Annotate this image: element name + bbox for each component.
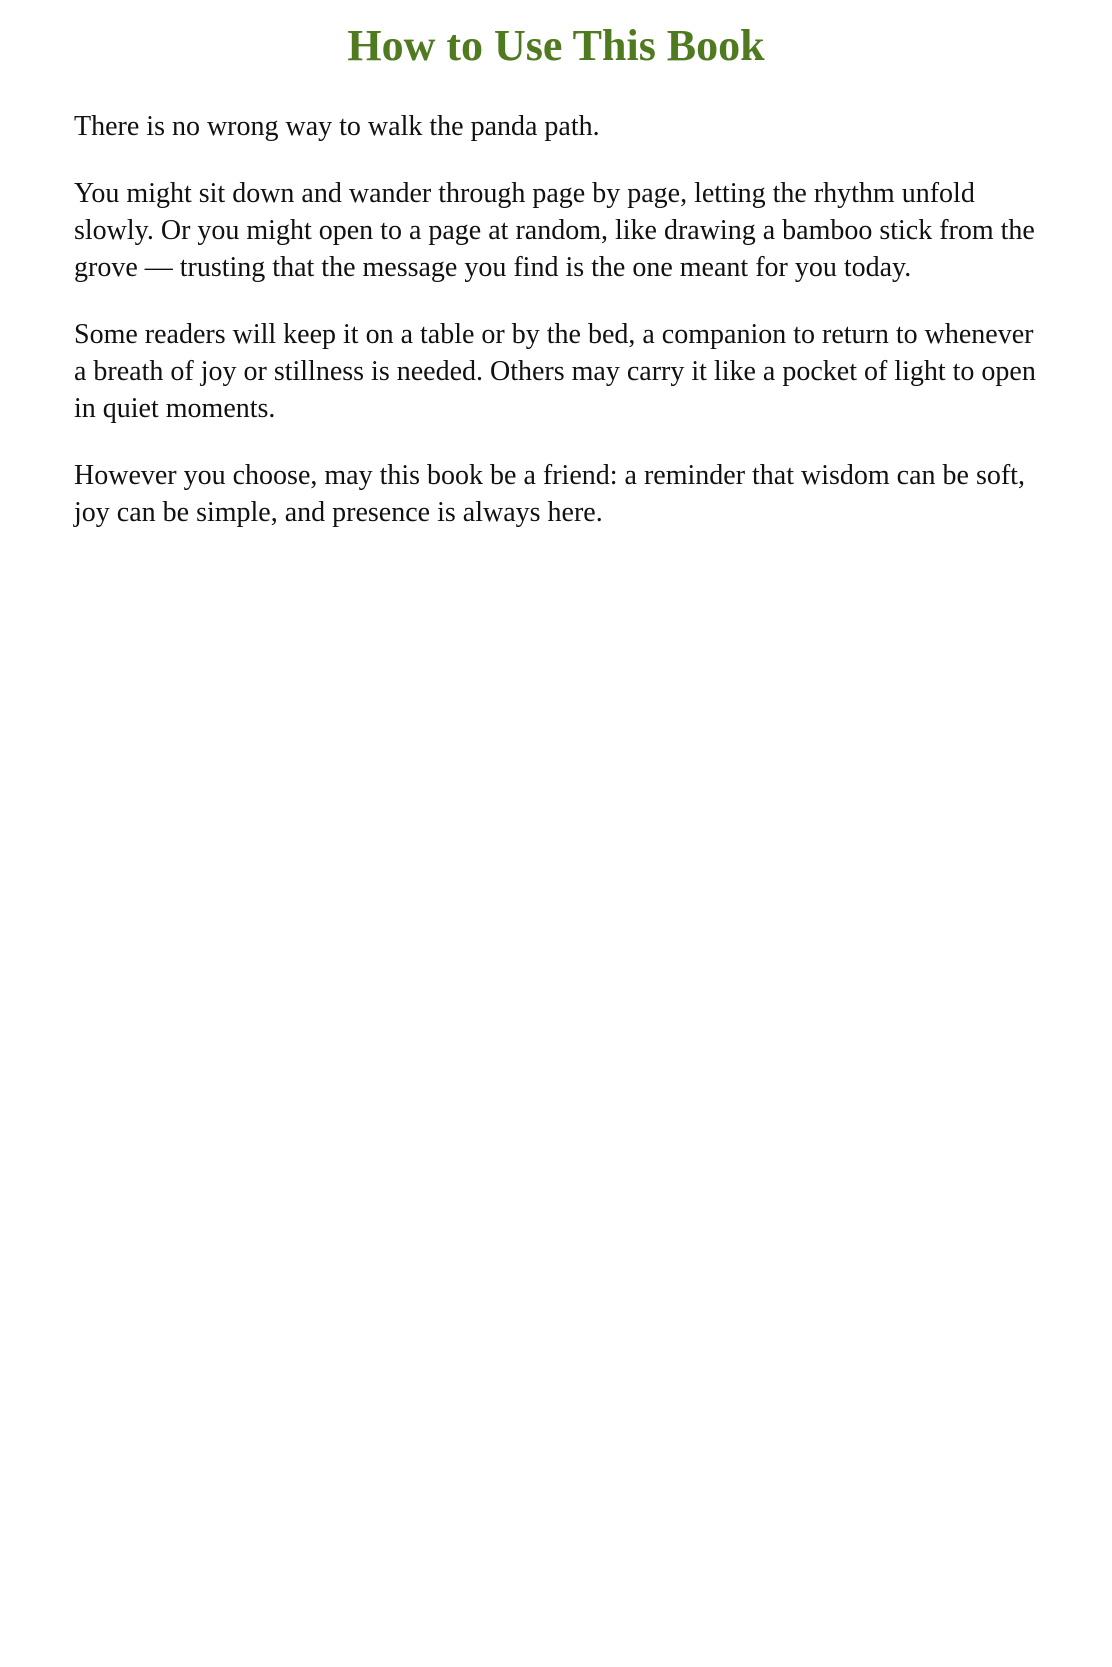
paragraph-1: There is no wrong way to walk the panda path.: [74, 111, 600, 142]
page-title: How to Use This Book: [347, 21, 765, 70]
paragraph-2: You might sit down and wander through page by page, letting the rhythm unfold slowly. Or you might open to a page at random, like drawing a bamboo stick from the grove — trusting that the message you find is the one meant for you today.: [74, 178, 1035, 283]
paragraph-4: However you choose, may this book be a friend: a reminder that wisdom can be soft, joy can be simple, and presence is always here.: [74, 460, 1025, 528]
paragraph-3: Some readers will keep it on a table or by the bed, a companion to return to whenever a breath of joy or stillness is needed. Others may carry it like a pocket of light to open in quiet moments.: [74, 319, 1036, 424]
body-text: [74, 108, 1044, 561]
